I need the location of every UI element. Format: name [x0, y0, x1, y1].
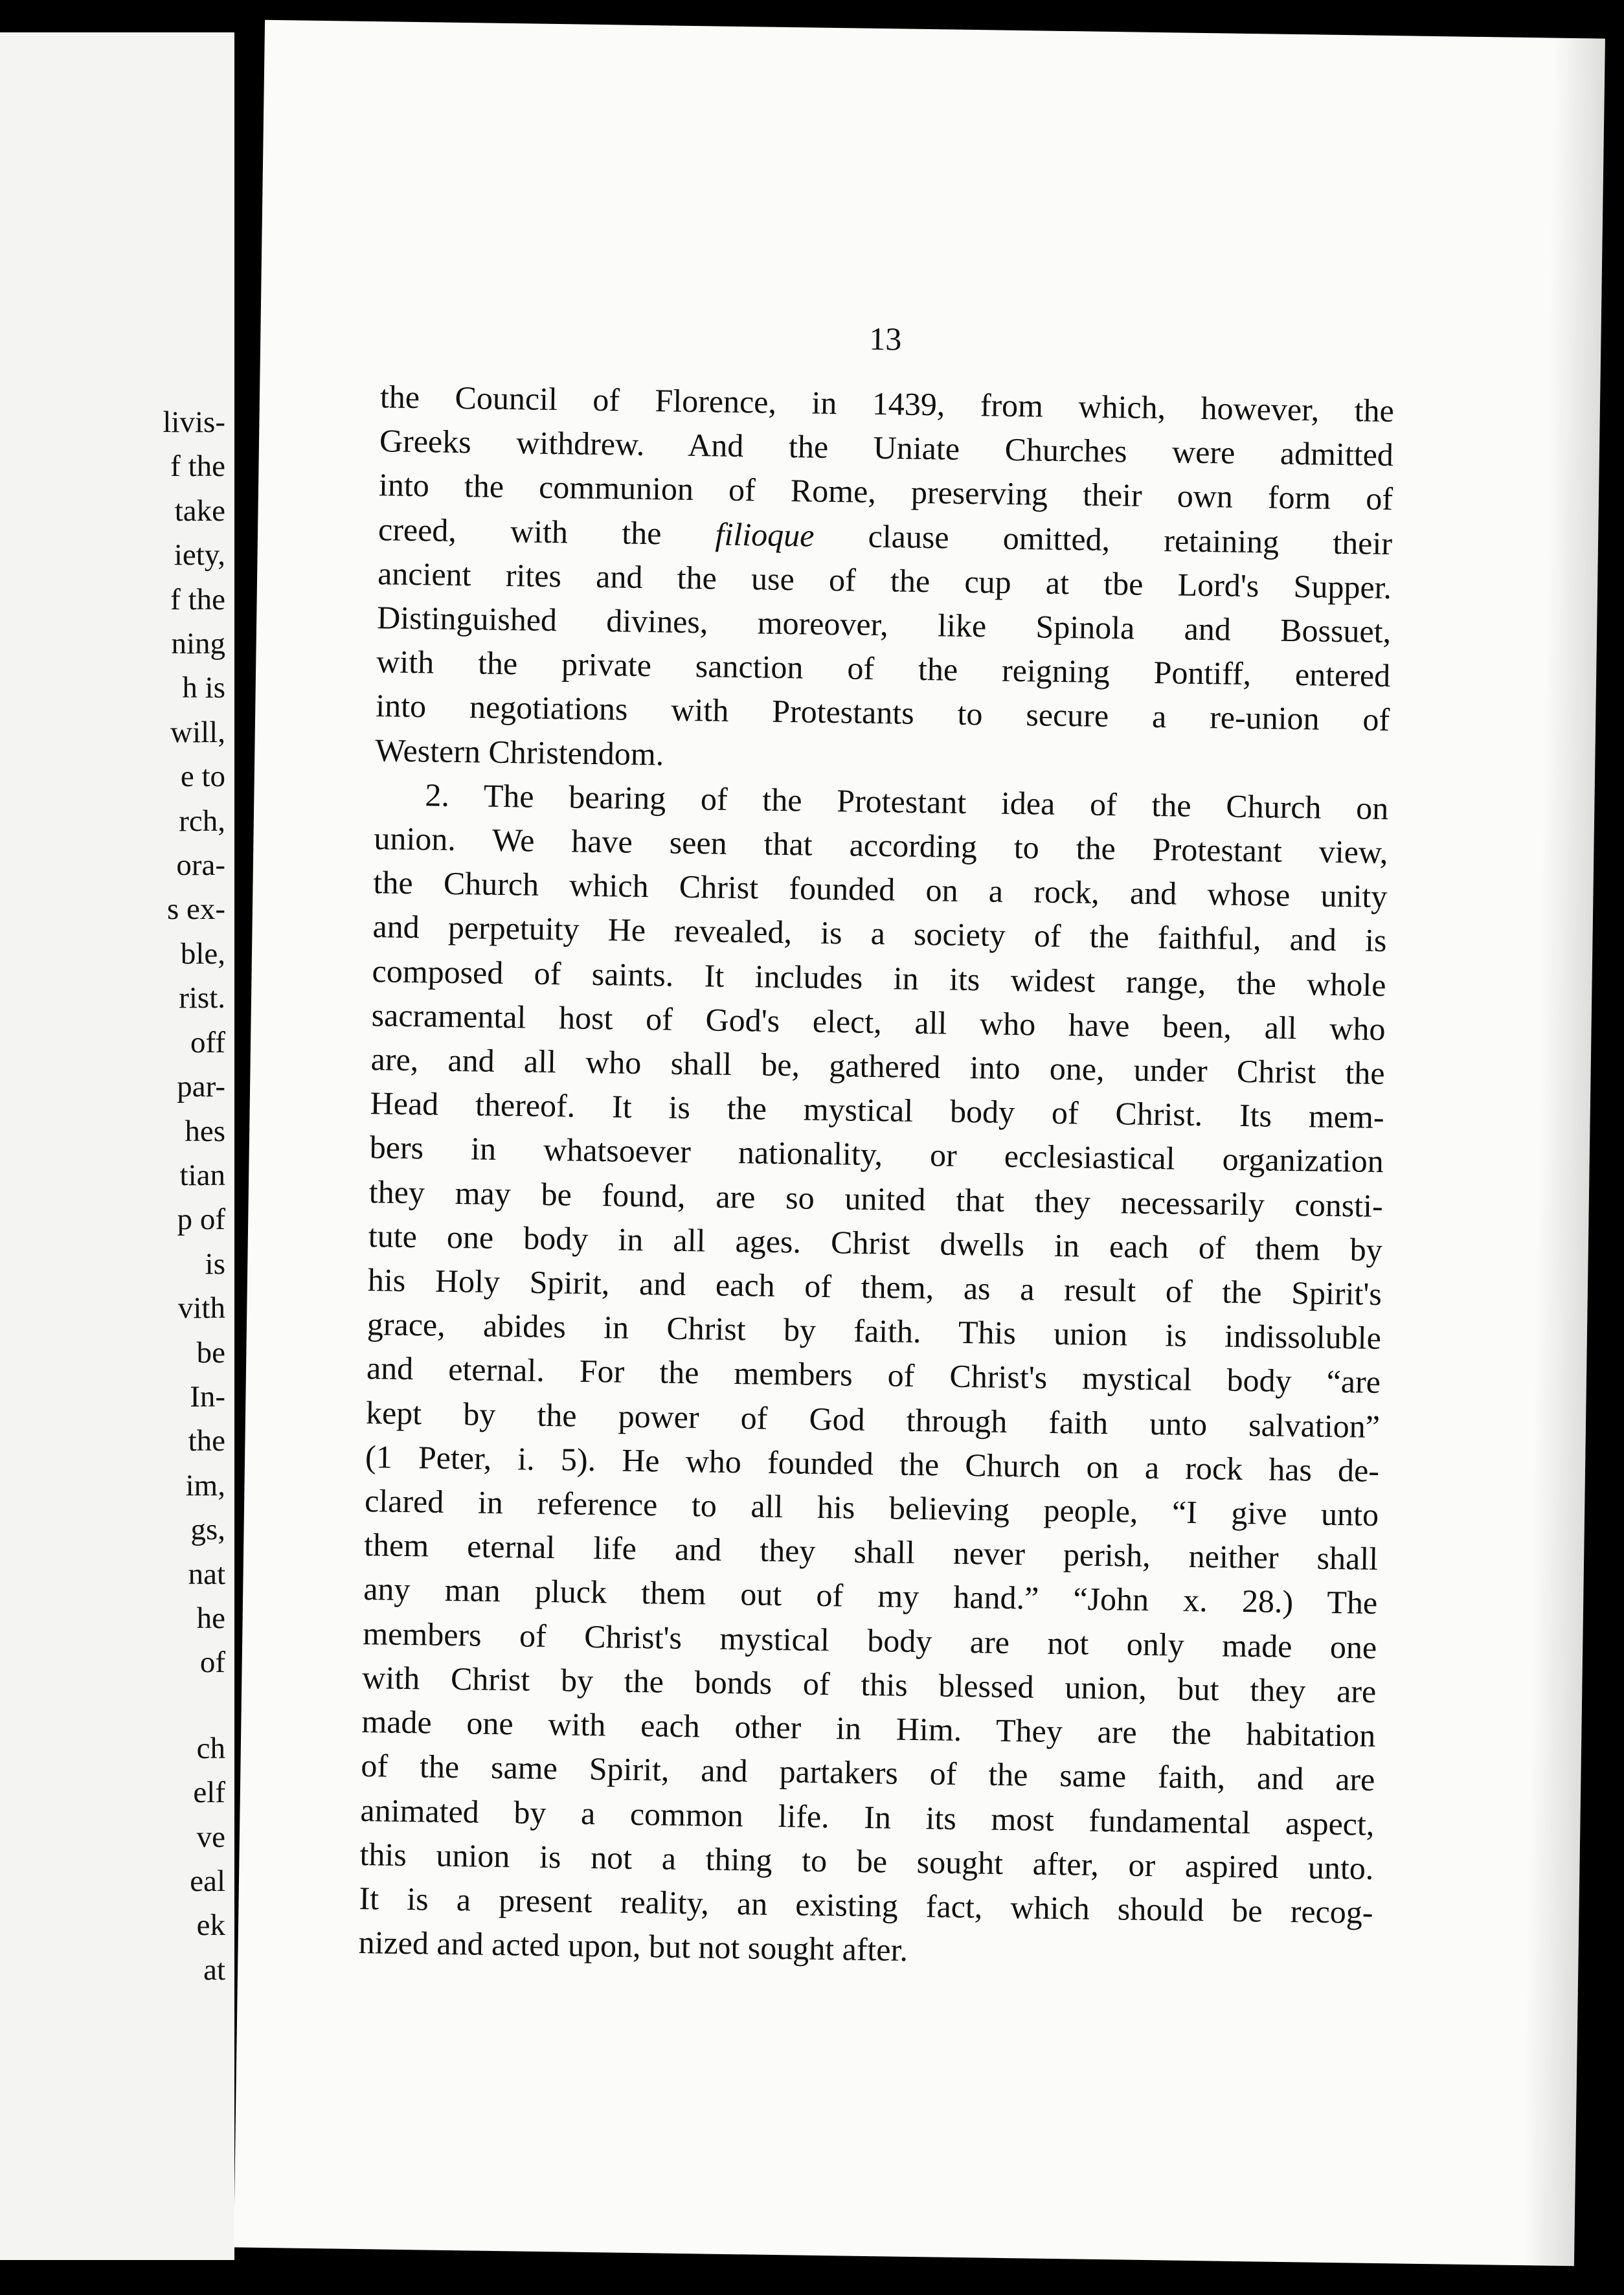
- left-page-fragment: h is: [182, 671, 225, 705]
- body-text: [358, 374, 1394, 1978]
- text-line: this union is not a thing to be sought after, or aspired unto.: [359, 1835, 1374, 1886]
- text-segment: clause omitted, retaining their: [814, 517, 1393, 561]
- left-page-fragment: p of: [177, 1203, 225, 1237]
- text-line: with the private sanction of the reigning Pontiff, entered: [376, 643, 1391, 694]
- left-page-fragment: ch: [196, 1731, 225, 1765]
- text-line: Distinguished divines, moreover, like Spinola and Bossuet,: [376, 599, 1392, 650]
- left-page-fragment: rch,: [179, 804, 225, 838]
- left-page-fragment: of: [199, 1645, 225, 1680]
- left-page-fragment: nat: [188, 1557, 225, 1591]
- left-page-fragment: he: [196, 1601, 225, 1635]
- text-line: clared in reference to all his believing people, “I give unto: [364, 1482, 1379, 1533]
- text-line: (1 Peter, i. 5). He who founded the Church on a rock has de-: [365, 1438, 1380, 1489]
- text-line: members of Christ's mystical body are not only made one: [362, 1614, 1377, 1666]
- text-line: they may be found, are so united that they necessarily consti-: [368, 1173, 1384, 1224]
- text-line: Greeks withdrew. And the Uniate Churches were admitted: [379, 422, 1394, 473]
- page-number: 13: [868, 320, 902, 357]
- left-page-fragment: ning: [171, 627, 225, 661]
- text-line: animated by a common life. In its most fundamental aspect,: [360, 1791, 1375, 1842]
- left-page-fragment: eal: [190, 1864, 225, 1898]
- text-line: any man pluck them out of my hand.” “John x. 28.) The: [363, 1570, 1378, 1622]
- text-line: are, and all who shall be, gathered into one, under Christ the: [370, 1041, 1385, 1092]
- left-page-fragment: f the: [170, 449, 225, 484]
- text-line: tute one body in all ages. Christ dwells in each of them by: [368, 1217, 1383, 1268]
- text-line: made one with each other in Him. They are the habitation: [361, 1703, 1376, 1754]
- text-line: 2. The bearing of the Protestant idea of the Church on: [425, 776, 1389, 826]
- text-line: with Christ by the bonds of this blessed union, but they are: [362, 1658, 1377, 1710]
- left-page-fragment: vith: [177, 1291, 225, 1326]
- text-line: of the same Spirit, and partakers of the same faith, and are: [361, 1747, 1375, 1798]
- text-line: ancient rites and the use of the cup at tbe Lord's Supper.: [377, 555, 1392, 605]
- text-line: and eternal. For the members of Christ's mystical body “are: [366, 1350, 1381, 1401]
- text-line: sacramental host of God's elect, all who have been, all who: [371, 997, 1386, 1047]
- italic-term: filioque: [715, 515, 815, 554]
- left-page-fragment: at: [203, 1952, 225, 1987]
- left-page-fragment: ve: [196, 1820, 225, 1854]
- left-page-fragment: take: [174, 493, 225, 528]
- text-line: kept by the power of God through faith unto salvation”: [365, 1394, 1381, 1445]
- left-page-fragment: rist.: [179, 981, 225, 1015]
- text-line: union. We have seen that according to the Protestant view,: [374, 820, 1388, 871]
- text-line: It is a present reality, an existing fact, which should be recog-: [359, 1879, 1373, 1930]
- left-page-fragment: ble,: [180, 936, 225, 971]
- left-page-fragment: ek: [196, 1908, 225, 1943]
- paragraph-council-of-florence: [375, 374, 1394, 786]
- left-page-fragment: im,: [185, 1468, 225, 1502]
- left-page-fragment: f the: [170, 582, 225, 616]
- text-line: his Holy Spirit, and each of them, as a result of the Spirit's: [367, 1261, 1382, 1313]
- left-page-fragment: the: [188, 1424, 225, 1458]
- text-line: the Church which Christ founded on a rock, and whose unity: [373, 864, 1388, 915]
- left-page-fragment: iety,: [174, 538, 225, 572]
- page-edge-shadow: [1522, 38, 1605, 2267]
- text-segment: creed, with the: [378, 510, 716, 552]
- left-page-fragment: elf: [193, 1776, 225, 1810]
- text-line: into negotiations with Protestants to secure a re-union of: [375, 687, 1390, 738]
- left-page-fragment: ora-: [176, 848, 225, 883]
- left-page-fragment: tian: [179, 1158, 225, 1192]
- text-line: bers in whatsoever nationality, or ecclesiastical organization: [369, 1129, 1384, 1180]
- left-page-fragment: In-: [190, 1379, 225, 1414]
- left-page-fragment: par-: [177, 1070, 225, 1104]
- main-page: [234, 20, 1605, 2267]
- left-page-fragment: is: [205, 1247, 225, 1281]
- text-line: grace, abides in Christ by faith. This union is indissoluble: [367, 1306, 1382, 1357]
- left-page-fragment: hes: [185, 1114, 225, 1148]
- left-page-fragment: e to: [180, 760, 225, 794]
- text-line: Western Christendom.: [375, 731, 664, 773]
- left-page-fragment: gs,: [190, 1513, 225, 1547]
- text-line: them eternal life and they shall never perish, neither shall: [363, 1526, 1379, 1577]
- left-page-fragment: will,: [170, 715, 225, 749]
- text-line: into the communion of Rome, preserving their own form of: [378, 466, 1393, 517]
- left-page-text-fragments: [96, 400, 225, 1992]
- left-page-fragment: s ex-: [166, 892, 225, 927]
- text-line: composed of saints. It includes in its widest range, the whole: [372, 952, 1386, 1003]
- left-facing-page: [0, 32, 234, 2260]
- paragraph-protestant-idea: [358, 772, 1389, 1978]
- text-line: the Council of Florence, in 1439, from which, however, the: [379, 378, 1395, 429]
- left-page-fragment: livis-: [163, 405, 225, 439]
- text-line: nized and acted upon, but not sought after.: [358, 1924, 908, 1968]
- text-line: Head thereof. It is the mystical body of Christ. Its mem-: [370, 1085, 1385, 1136]
- left-page-fragment: off: [190, 1025, 225, 1059]
- text-line: and perpetuity He revealed, is a society of the faithful, and is: [372, 908, 1387, 959]
- left-page-fragment: be: [196, 1335, 225, 1370]
